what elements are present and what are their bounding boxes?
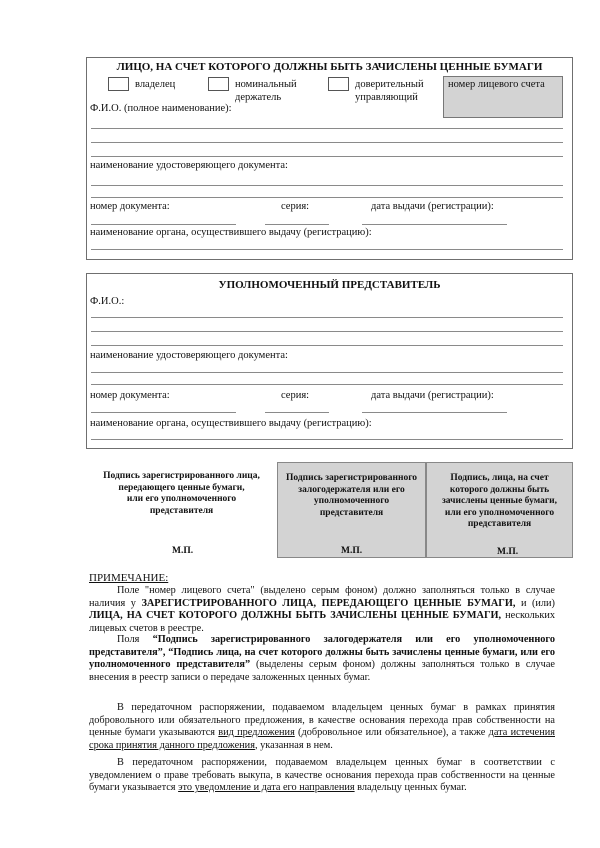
representative-issue-date-label: дата выдачи (регистрации): bbox=[371, 390, 494, 401]
stamp-placeholder-2: М.П. bbox=[341, 546, 363, 556]
beneficiary-doc-number-label: номер документа: bbox=[90, 201, 170, 212]
representative-series-label: серия: bbox=[281, 390, 310, 401]
beneficiary-doc-name-label: наименование удостоверяющего документа: bbox=[90, 160, 288, 171]
note-heading: ПРИМЕЧАНИЕ: bbox=[89, 572, 169, 584]
representative-issuer-line[interactable] bbox=[91, 439, 563, 440]
beneficiary-fio-line-3[interactable] bbox=[91, 156, 563, 157]
beneficiary-series-line[interactable] bbox=[265, 224, 329, 225]
signature-caption-pledgee: Подпись зарегистрированного залогодержателя или его уполномоченного представителя bbox=[285, 473, 418, 518]
signature-block-registered-person[interactable] bbox=[86, 462, 277, 558]
representative-doc-number-label: номер документа: bbox=[90, 390, 170, 401]
account-number-field[interactable] bbox=[443, 76, 563, 118]
nominee-checkbox[interactable] bbox=[208, 77, 229, 91]
beneficiary-fio-line-2[interactable] bbox=[91, 142, 563, 143]
account-number-label: номер лицевого счета bbox=[448, 79, 545, 90]
representative-issuer-label: наименование органа, осуществившего выдачу (регистрацию): bbox=[90, 418, 372, 429]
owner-checkbox-label: владелец bbox=[135, 79, 176, 90]
representative-fio-line-3[interactable] bbox=[91, 345, 563, 346]
stamp-placeholder-1: М.П. bbox=[172, 546, 194, 556]
trustee-checkbox-label-line1: доверительный bbox=[355, 79, 424, 90]
representative-doc-name-line-1[interactable] bbox=[91, 372, 563, 373]
representative-doc-name-label: наименование удостоверяющего документа: bbox=[90, 350, 288, 361]
representative-fio-line-2[interactable] bbox=[91, 331, 563, 332]
note-paragraph-3: В передаточном распоряжении, подаваемом владельцем ценных бумаг в рамках принятия добровольного или обязательного предложения, в качестве основания перехода прав собственности на ценные бумаги указываются вид предложения (добровольное или обязательное), а также дата истечения срока принятия данного предложения, указанная в нем. bbox=[89, 702, 555, 751]
nominee-checkbox-label-line2: держатель bbox=[235, 92, 282, 103]
signature-block-beneficiary[interactable] bbox=[426, 462, 573, 558]
representative-section-title: УПОЛНОМОЧЕННЫЙ ПРЕДСТАВИТЕЛЬ bbox=[218, 279, 441, 291]
signature-caption-beneficiary: Подпись, лица, на счет которого должны быть зачислены ценные бумаги, или его уполномоченного представителя bbox=[441, 473, 558, 529]
note-paragraph-1: Поле "номер лицевого счета" (выделено серым фоном) должно заполняться только в случае наличия у ЗАРЕГИСТРИРОВАННОГО ЛИЦА, ПЕРЕДАЮЩЕГО ЦЕННЫЕ БУМАГИ, и (или) ЛИЦА, НА СЧЕТ КОТОРОГО ДОЛЖНЫ БЫТЬ ЗАЧИСЛЕНЫ ЦЕННЫЕ БУМАГИ, нескольких лицевых счетов в реестре. bbox=[89, 585, 555, 634]
beneficiary-section-title: ЛИЦО, НА СЧЕТ КОТОРОГО ДОЛЖНЫ БЫТЬ ЗАЧИСЛЕНЫ ЦЕННЫЕ БУМАГИ bbox=[116, 61, 543, 73]
representative-doc-number-line[interactable] bbox=[91, 412, 236, 413]
representative-fio-line-1[interactable] bbox=[91, 317, 563, 318]
beneficiary-doc-name-line-2[interactable] bbox=[91, 197, 563, 198]
beneficiary-issuer-label: наименование органа, осуществившего выдачу (регистрацию): bbox=[90, 227, 372, 238]
representative-fio-label: Ф.И.О.: bbox=[90, 296, 125, 307]
beneficiary-series-label: серия: bbox=[281, 201, 310, 212]
signature-block-pledgee[interactable] bbox=[277, 462, 426, 558]
beneficiary-issuer-line[interactable] bbox=[91, 249, 563, 250]
trustee-checkbox[interactable] bbox=[328, 77, 349, 91]
nominee-checkbox-label-line1: номинальный bbox=[235, 79, 297, 90]
signature-caption-registered-person: Подпись зарегистрированного лица, передающего ценные бумаги, или его уполномоченного представителя bbox=[103, 471, 260, 516]
beneficiary-doc-name-line-1[interactable] bbox=[91, 185, 563, 186]
beneficiary-fio-line-1[interactable] bbox=[91, 128, 563, 129]
note-paragraph-2: Поля “Подпись зарегистрированного залогодержателя или его уполномоченного представителя”, “Подпись лица, на счет которого должны быть зачислены ценные бумаги, или его уполномоченного представителя” (выделены серым фоном) должны заполняться только в случае внесения в реестр записи о передаче заложенных ценных бумаг. bbox=[89, 634, 555, 683]
beneficiary-issue-date-label: дата выдачи (регистрации): bbox=[371, 201, 494, 212]
representative-doc-name-line-2[interactable] bbox=[91, 384, 563, 385]
representative-series-line[interactable] bbox=[265, 412, 329, 413]
stamp-placeholder-3: М.П. bbox=[497, 547, 519, 557]
representative-issue-date-line[interactable] bbox=[362, 412, 507, 413]
note-paragraph-4: В передаточном распоряжении, подаваемом владельцем ценных бумаг в соответствии с уведомлением о праве требовать выкупа, в качестве основания перехода прав собственности на ценные бумаги указывается это уведомление и дата его направления владельцу ценных бумаг. bbox=[89, 757, 555, 794]
beneficiary-doc-number-line[interactable] bbox=[91, 224, 236, 225]
beneficiary-issue-date-line[interactable] bbox=[362, 224, 507, 225]
beneficiary-fio-label: Ф.И.О. (полное наименование): bbox=[90, 103, 232, 114]
owner-checkbox[interactable] bbox=[108, 77, 129, 91]
trustee-checkbox-label-line2: управляющий bbox=[355, 92, 418, 103]
